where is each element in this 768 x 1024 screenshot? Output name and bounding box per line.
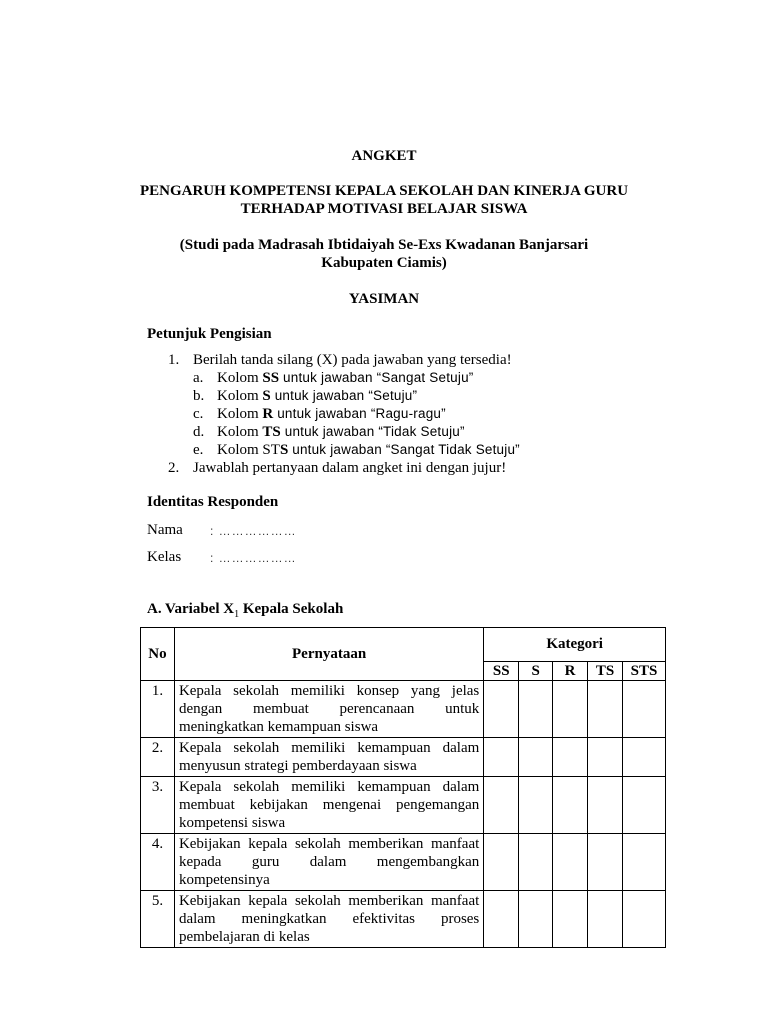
answer-cell-r[interactable] [553,834,588,891]
table-row [141,834,666,891]
name-label: Nama [147,522,183,538]
answer-cell-s[interactable] [519,738,553,777]
answer-cell-s[interactable] [519,777,553,834]
answer-cell-r[interactable] [553,738,588,777]
option-s: Kolom S untuk jawaban “Setuju” [217,388,418,404]
table-row [141,777,666,834]
option-letter-e: e. [193,442,204,458]
statement-text: Kepala sekolah memiliki kemampuan dalam menyusun strategi pemberdayaan siswa [174,738,483,777]
answer-cell-ts[interactable] [588,738,623,777]
header-no: No [141,628,175,681]
research-title-line-1: PENGARUH KOMPETENSI KEPALA SEKOLAH DAN KINERJA GURU [139,183,629,199]
table-row [141,738,666,777]
answer-cell-ss[interactable] [484,681,519,738]
answer-cell-ts[interactable] [588,681,623,738]
option-sts: Kolom STS untuk jawaban “Sangat Tidak Setuju” [217,442,520,458]
instruction-item-2-text: Jawablah pertanyaan dalam angket ini dengan jujur! [193,460,507,476]
instructions-heading: Petunjuk Pengisian [147,326,272,342]
answer-cell-sts[interactable] [622,738,665,777]
table-row [141,681,666,738]
study-location-line-2: Kabupaten Ciamis) [321,255,447,271]
answer-cell-ss[interactable] [484,738,519,777]
answer-cell-s[interactable] [519,681,553,738]
option-letter-d: d. [193,424,205,440]
statement-text: Kebijakan kepala sekolah memberikan manfaat kepada guru dalam mengembangkan kompetensinya [174,834,483,891]
instruction-item-1-number: 1. [168,352,180,368]
answer-cell-ss[interactable] [484,834,519,891]
answer-cell-ss[interactable] [484,777,519,834]
option-r: Kolom R untuk jawaban “Ragu-ragu” [217,406,446,422]
research-title-line-2: TERHADAP MOTIVASI BELAJAR SISWA [240,201,528,217]
class-label: Kelas [147,549,182,565]
answer-cell-r[interactable] [553,681,588,738]
header-ss: SS [484,662,519,681]
header-ts: TS [588,662,623,681]
answer-cell-r[interactable] [553,891,588,948]
option-ts: Kolom TS untuk jawaban “Tidak Setuju” [217,424,465,440]
instruction-item-1-text: Berilah tanda silang (X) pada jawaban yang tersedia! [193,352,512,368]
statement-text: Kepala sekolah memiliki konsep yang jelas dengan membuat perencanaan untuk meningkatkan kemampuan siswa [174,681,483,738]
answer-cell-sts[interactable] [622,777,665,834]
document-title: ANGKET [351,148,417,164]
instruction-item-2-number: 2. [168,460,180,476]
study-location-line-1: (Studi pada Madrasah Ibtidaiyah Se-Exs Kwadanan Banjarsari [179,237,589,253]
header-sts: STS [622,662,665,681]
answer-cell-s[interactable] [519,891,553,948]
respondent-identity-heading: Identitas Responden [147,494,279,510]
header-category: Kategori [484,628,666,662]
table-row [141,891,666,948]
option-ss: Kolom SS untuk jawaban “Sangat Setuju” [217,370,474,386]
answer-cell-sts[interactable] [622,891,665,948]
class-field[interactable]: : ……………… [210,551,297,565]
row-number: 4. [141,834,175,891]
row-number: 3. [141,777,175,834]
option-letter-b: b. [193,388,205,404]
answer-cell-ss[interactable] [484,891,519,948]
name-field[interactable]: : ……………… [210,524,297,538]
row-number: 5. [141,891,175,948]
answer-cell-ts[interactable] [588,891,623,948]
answer-cell-sts[interactable] [622,834,665,891]
header-statement: Pernyataan [174,628,483,681]
option-letter-c: c. [193,406,204,422]
statement-text: Kebijakan kepala sekolah memberikan manfaat dalam meningkatkan efektivitas proses pembelajaran di kelas [174,891,483,948]
header-r: R [553,662,588,681]
statement-text: Kepala sekolah memiliki kemampuan dalam membuat kebijakan mengenai pengemangan kompetensi siswa [174,777,483,834]
answer-cell-s[interactable] [519,834,553,891]
answer-cell-ts[interactable] [588,777,623,834]
row-number: 1. [141,681,175,738]
option-letter-a: a. [193,370,204,386]
questionnaire-table [140,627,666,948]
row-number: 2. [141,738,175,777]
section-heading: A. Variabel $X_1$ Kepala Sekolah [147,601,344,620]
answer-cell-sts[interactable] [622,681,665,738]
header-s: S [519,662,553,681]
answer-cell-r[interactable] [553,777,588,834]
answer-cell-ts[interactable] [588,834,623,891]
author-name: YASIMAN [348,291,420,307]
